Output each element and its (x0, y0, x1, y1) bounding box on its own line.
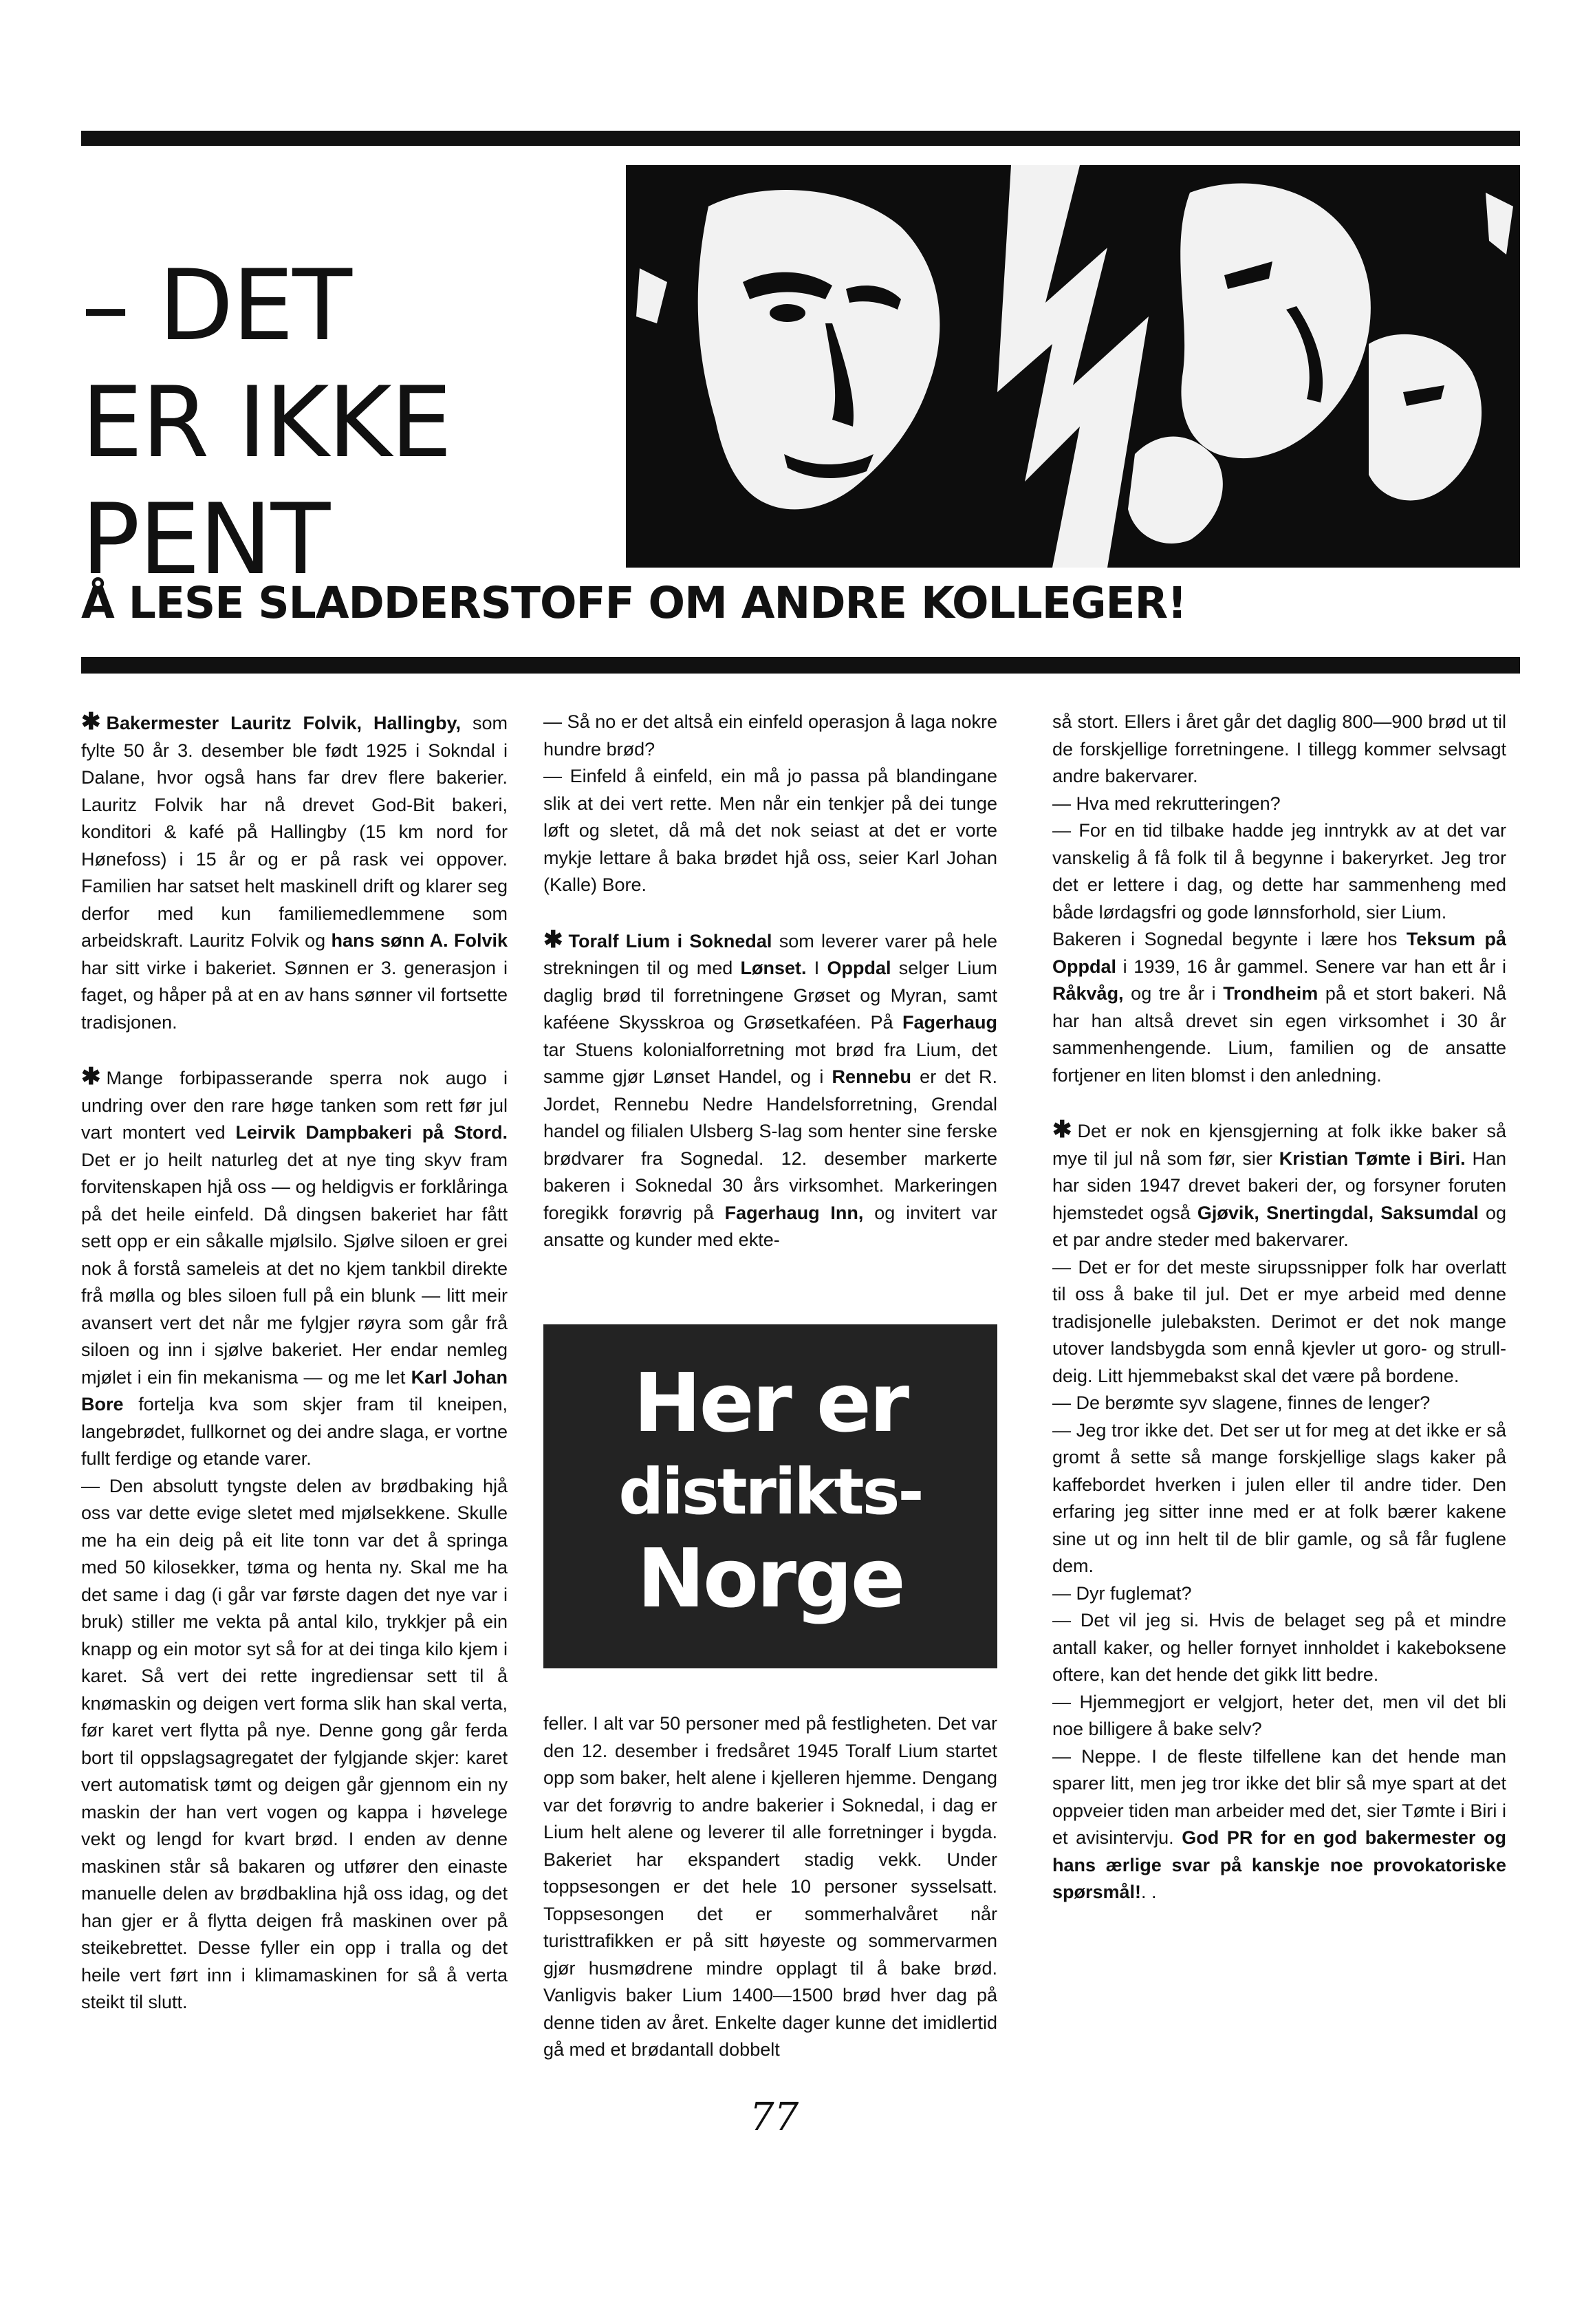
paragraph-brodbaking: — Den absolutt tyngste delen av brødbaking hjå oss var dette evige sletet med mjølsekkene. Skulle me ha ein deig på eit lite tonn var det å springa med 50 kilosekker, tøma og henta ny. Skal me ha det same i dag (i går var første dagen det nye var i bruk) stiller me vekta på antal kilo, trykkjer på ein knapp og ein motor syt så for at dei tinga kilo kjem i karet. Så vert dei rette ingrediensar sett til å knømaskin og deigen vert forma slik han skal verta, før karet vert flytta på nye. Denne gong går ferda bort til oppslagsagregatet der fylgjande skjer: karet vert automatisk tømt og deigen går gjennom ein ny maskin der han vert vogen og kappa i høvelege vekt og lengd for kvart brød. I enden av denne maskinen står så bakaren og utfører den einaste manuelle delen av brødbaklina hjå oss idag, og det han gjer er å flytta deigen frå maskinen over på steikebrettet. Desse fyller ein opp i tralla og det heile vert ført inn i klimamaskinen for så å verta steikt til slutt. (81, 1475, 508, 2012)
body-text: har sitt virke i bakeriet. Sønnen er 3. generasjon i faget, og håper på at en av hans sønner vil fortsette tradisjonen. (81, 957, 508, 1033)
paragraph-question-syv-slag: — De berømte syv slagene, finnes de lenger? (1052, 1392, 1431, 1413)
body-text: Det er nok en kjensgjerning at folk ikke baker så mye til jul nå som før, sier (1052, 1121, 1506, 1169)
bold-text: Gjøvik, Snertingdal, Saksumdal (1197, 1202, 1479, 1223)
body-text: og invitert var ansatte og kunder med ekte- (543, 1202, 997, 1250)
column-1 (81, 709, 508, 2016)
body-text: . . (1141, 1882, 1157, 1902)
paragraph-sirupssnipper: — Det er for det meste sirupssnipper folk har overlatt til oss å bake til jul. Det er mye arbeid med denne tradisjonelle julebaksten. Derimot er det nok mange utover landsbygda som ennå kjevler ut goro- og strull-deig. Litt hjemmebakst skal det være på bordene. (1052, 1256, 1506, 1386)
district-norway-box (543, 1324, 997, 1668)
page-number: 77 (750, 2095, 799, 2140)
bold-text: Kristian Tømte i Biri. (1279, 1148, 1466, 1169)
paragraph-continued: så stort. Ellers i året går det daglig 800—900 brød ut til de forskjellige forretningene. I tillegg kommer selvsagt andre bakervarer. (1052, 711, 1506, 786)
paragraph-question-billigere: — Hjemmegjort er velgjort, heter det, men vil det bli noe billigere å bake selv? (1052, 1691, 1506, 1739)
paragraph-folvik (81, 709, 508, 1036)
asterisk-icon: ✱ (543, 926, 563, 953)
body-text: på et stort bakeri. Nå har han altså drevet sin egen virksomhet i 30 år sammenhengende. Lium, familien og de ansatte fortjener en liten blomst i den anledning. (1052, 983, 1506, 1086)
bold-text: Fagerhaug Inn, (724, 1202, 864, 1223)
body-text: fortelja kva som skjer fram til kneipen, langebrødet, fullkornet og dei andre slaga, er vortne fullt ferdige og etande varer. (81, 1394, 508, 1469)
section-rule (81, 657, 1520, 674)
column-3 (1052, 709, 1506, 1906)
bold-text: Toralf Lium i Soknedal (568, 930, 772, 951)
body-text: og tre år i (1123, 983, 1224, 1004)
bold-text: Trondheim (1223, 983, 1319, 1004)
asterisk-icon: ✱ (81, 1064, 101, 1090)
bold-text: hans sønn A. Folvik (331, 930, 508, 951)
portrait-illustration (626, 165, 1520, 568)
body-text: Det er jo heilt naturleg det at nye ting skyv fram forvitenskapen hjå oss — og heldigvis er forklåringa på det heile einfeld. Då dingsen bakeriet har fått sett opp er ein såkalle mjølsilo. Sjølve siloen er grei nok å forstå sameleis at det no kjem tankbil direkte frå mølla og bles siloen full på ein blunk — litt meir avansert vert det når me fylgjer røyra som går frå siloen og inn i sjølve bakeriet. Her endar nemleg mjølet i ein fin mekanisma — og me let (81, 1149, 508, 1388)
headline-line-2: ER IKKE (81, 366, 451, 480)
bold-text: Lønset. (740, 958, 807, 978)
bold-text: Karl Johan Bore (81, 1366, 508, 1414)
body-text: tar Stuens kolonialforretning mot brød fra Lium, det samme gjør Lønset Handel, og i (543, 1039, 997, 1087)
asterisk-icon: ✱ (1052, 1117, 1072, 1143)
headline-line-1: – DET (81, 249, 351, 363)
paragraph-dialogue-2: — Einfeld å einfeld, ein må jo passa på blandingane slik at dei vert rette. Men når ein tenkjer på dei tunge løft og sletet, då må det nok seiast at det er vorte mykje lettare å baka brødet hjå oss, seier Karl Johan (Kalle) Bore. (543, 766, 997, 895)
box-line-3: Norge (637, 1531, 904, 1626)
body-text: — Neppe. I de fleste tilfellene kan det hende man sparer litt, men jeg tror ikke det blir så mye spart at det oppveier tiden man arbeider med det, sier Tømte i Biri i et avisintervju. (1052, 1745, 1506, 1848)
body-text: er det R. Jordet, Rennebu Nedre Handelsforretning, Grendal handel og filialen Ulsberg S-lag som henter sine ferske brødvarer fra Sognedal. 12. desember markerte bakeren i Soknedal 30 års virksomhet. Markeringen foregikk forøvrig på (543, 1066, 997, 1223)
paragraph-tomte (1052, 1117, 1506, 1254)
body-text: som fylte 50 år 3. desember ble født 1925 i Sokndal i Dalane, hvor også hans far drev flere bakerier. Lauritz Folvik har nå drevet God-Bit bakeri, konditori & kafé på Hallingby (15 km nord for Hønefoss) i 15 år og er på rask vei oppover. Familien har satset helt maskinell drift og klarer seg derfor med kun familiemedlemmene som arbeidskraft. Lauritz Folvik og (81, 713, 508, 951)
column-2 (543, 709, 997, 1254)
headline-line-3: PENT (81, 483, 329, 596)
paragraph-answer-recruitment: — For en tid tilbake hadde jeg inntrykk av at det var vanskelig å få folk til å begynne i bakeryrket. Jeg tror det er lettere i dag, og dette har sammenheng med både lørdagsfri og gode lønnsforhold, sier Lium. (1052, 820, 1506, 923)
bold-text: Oppdal (827, 958, 891, 978)
body-text: I (806, 958, 827, 978)
body-text: Bakeren i Sognedal begynte i lære hos (1052, 929, 1407, 949)
paragraph-leirvik (81, 1064, 508, 1473)
paragraph-answer-syv-slag: — Jeg tror ikke det. Det ser ut for meg at det ikke er så gromt å sette så mange forskjellige slags kaker på kaffebordet hverken i julen eller til andre tider. Den erfaring jeg sitter inne med er at folk bærer kakene sine ut og inn helt til de blir gamle, og så får fuglene dem. (1052, 1419, 1506, 1576)
body-text: og et par andre steder med bakervarer. (1052, 1202, 1506, 1250)
paragraph-dialogue-1: — Så no er det altså ein einfeld operasjon å laga nokre hundre brød? (543, 711, 997, 760)
body-text: Mange forbipasserande sperra nok augo i undring over den rare høge tanken som rett før jul vart montert ved (81, 1068, 508, 1143)
box-line-2: distrikts- (618, 1455, 922, 1529)
paragraph-lium (543, 927, 997, 1254)
paragraph-question-recruitment: — Hva med rekrutteringen? (1052, 793, 1281, 814)
top-rule (81, 131, 1520, 146)
paragraph-answer-fuglemat: — Det vil jeg si. Hvis de belaget seg på et mindre antall kaker, og heller fornyet innholdet i kakeboksene oftere, kan det hende det gikk litt bedre. (1052, 1610, 1506, 1685)
body-text: som leverer varer på hele strekningen til og med (543, 930, 997, 978)
paragraph-question-fuglemat: — Dyr fuglemat? (1052, 1582, 1192, 1604)
body-text: Han har siden 1947 drevet bakeri der, og forsyner foruten hjemstedet også (1052, 1148, 1506, 1223)
bold-text: Fagerhaug (902, 1012, 997, 1033)
body-text: selger Lium daglig brød til forretningene Grøset og Myran, samt kaféene Skysskroa og Grøsetkaféen. På (543, 958, 997, 1033)
column-2-continued (543, 1710, 997, 2064)
paragraph-answer-billigere (1052, 1743, 1506, 1906)
bold-text: Leirvik Dampbakeri på Stord. (235, 1122, 508, 1143)
bold-text: God PR for en god bakermester og hans ærlige svar på kanskje noe provokatoriske spørsmål! (1052, 1827, 1506, 1902)
paragraph-lium-career (1052, 926, 1506, 1089)
bold-text: Rennebu (832, 1066, 912, 1087)
bold-text: Råkvåg, (1052, 983, 1124, 1004)
subheadline: Å LESE SLADDERSTOFF OM ANDRE KOLLEGER! (81, 578, 1186, 628)
body-text: i 1939, 16 år gammel. Senere var han ett år i (1116, 956, 1506, 977)
box-line-1: Her er (633, 1355, 908, 1450)
bold-text: Teksum på Oppdal (1052, 929, 1506, 977)
paragraph-lium-continued: feller. I alt var 50 personer med på festligheten. Det var den 12. desember i fredsåret 1945 Toralf Lium startet opp som baker, helt alene i kjelleren hjemme. Dengang var det forøvrig to andre bakerier i Soknedal, i dag er Lium helt alene og leverer til alle forretninger i bygda. Bakeriet har ekspandert stadig vekk. Under toppsesongen er det hele 10 personer sysselsatt. Toppsesongen det er sommerhalvåret når turisttrafikken er på sitt høyeste og sommervarmen gjør husmødrene mindre opplagt til å bake brød. Vanligvis baker Lium 1400—1500 brød hver dag på denne tiden av året. Enkelte dager kunne det imidlertid gå med et brødantall dobbelt (543, 1713, 997, 2060)
asterisk-icon: ✱ (81, 709, 101, 735)
headline (81, 248, 451, 599)
bold-text: Bakermester Lauritz Folvik, Hallingby, (106, 713, 462, 733)
